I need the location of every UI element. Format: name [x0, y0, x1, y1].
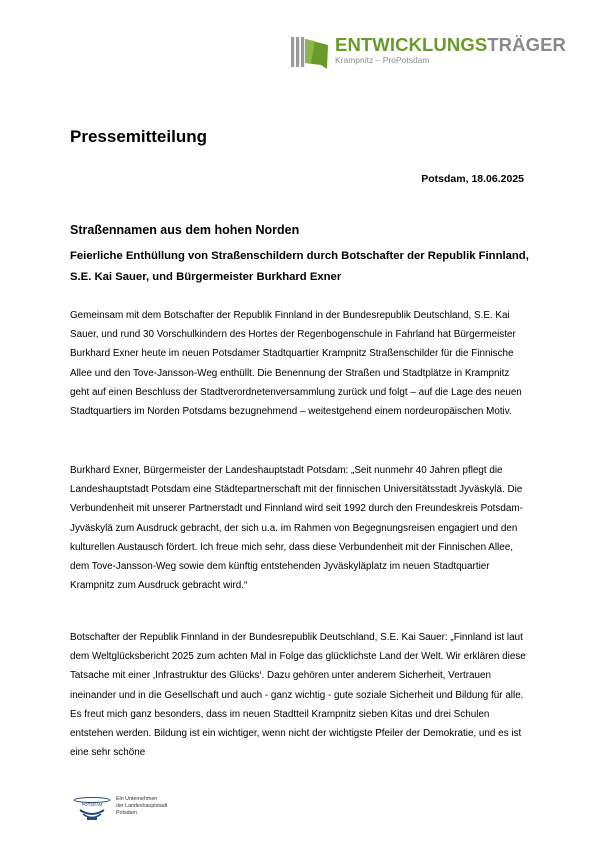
potsdam-wordmark: POTSDAM [81, 802, 103, 807]
logo-mark-icon [291, 35, 329, 71]
potsdam-crest-icon [71, 794, 113, 824]
logo-title [335, 34, 566, 56]
body-paragraph: Gemeinsam mit dem Botschafter der Republik Finnland in der Bundesrepublik Deutschland, S.E. Kai Sauer, und rund 30 Vorschulkindern des Hortes der Regenbogenschule in Fahrland hat Bürgermeister Burkhard Exner heute im neuen Potsdamer Stadtquartier Krampnitz Straßenschilder für die Finnische Allee und den Tove-Jansson-Weg enthüllt. Die Benennung der Straßen und Stadtplätze in Krampnitz geht auf einen Beschluss der Stadtverordnetenversammlung zurück und folgt – auf die Lage des neuen Stadtquartiers im Norden Potsdams bezugnehmend – weitestgehend einem nordeuropäischen Motiv. [70, 310, 522, 418]
footer-text: Ein Unternehmen der Landeshauptstadt Potsdam [116, 796, 168, 816]
page-heading: Pressemitteilung [70, 127, 207, 146]
press-subtitle: Feierliche Enthüllung von Straßenschildern durch Botschafter der Republik Finnland, S.E. Kai Sauer, und Bürgermeister Burkhard Exner [70, 250, 529, 283]
dateline: Potsdam, 18.06.2025 [421, 173, 524, 185]
logo-title-part1: ENTWICKLUNGS [335, 34, 488, 55]
entwicklungstraeger-logo [291, 34, 566, 71]
body-paragraph: Burkhard Exner, Bürgermeister der Landeshauptstadt Potsdam: „Seit nunmehr 40 Jahren pflegt die Landeshauptstadt Potsdam eine Städtepartnerschaft mit der finnischen Universitätsstadt Jyväskylä. Die Verbundenheit mit unserer Partnerstadt und Finnland wird seit 1992 durch den Freundeskreis Potsdam-Jyväskylä zum Ausdruck gebracht, der sich u.a. im Rahmen von Begegnungsreisen engagiert und den kulturellen Austausch fördert. Ich freue mich sehr, dass diese Verbundenheit mit der Finnischen Allee, dem Tove-Jansson-Weg sowie dem künftig entstehenden Jyväskyläplatz im neuen Stadtquartier Krampnitz zum Ausdruck gebracht wird.“ [70, 465, 523, 592]
press-title: Straßennamen aus dem hohen Norden [70, 223, 300, 237]
logo-subtitle: Krampnitz – ProPotsdam [335, 55, 430, 65]
body-paragraph: Botschafter der Republik Finnland in der Bundesrepublik Deutschland, S.E. Kai Sauer: „Finnland ist laut dem Weltglücksbericht 2025 zum achten Mal in Folge das glücklichste Land der Welt. Wir erklären diese Tatsache mit einer ‚Infrastruktur des Glücks‘. Dazu gehören unter anderem Sicherheit, Vertrauen ineinander und in die Gesellschaft und auch - ganz wichtig - gute soziale Sicherheit und Bildung für alle. Es freut mich ganz besonders, dass im neuen Stadtteil Krampnitz sieben Kitas und drei Schulen entstehen werden. Bildung ist ein wichtiger, wenn nicht der wichtigste Pfeiler der Demokratie, und es ist eine sehr schöne [70, 632, 526, 759]
logo-title-part2: TRÄGER [487, 34, 566, 55]
